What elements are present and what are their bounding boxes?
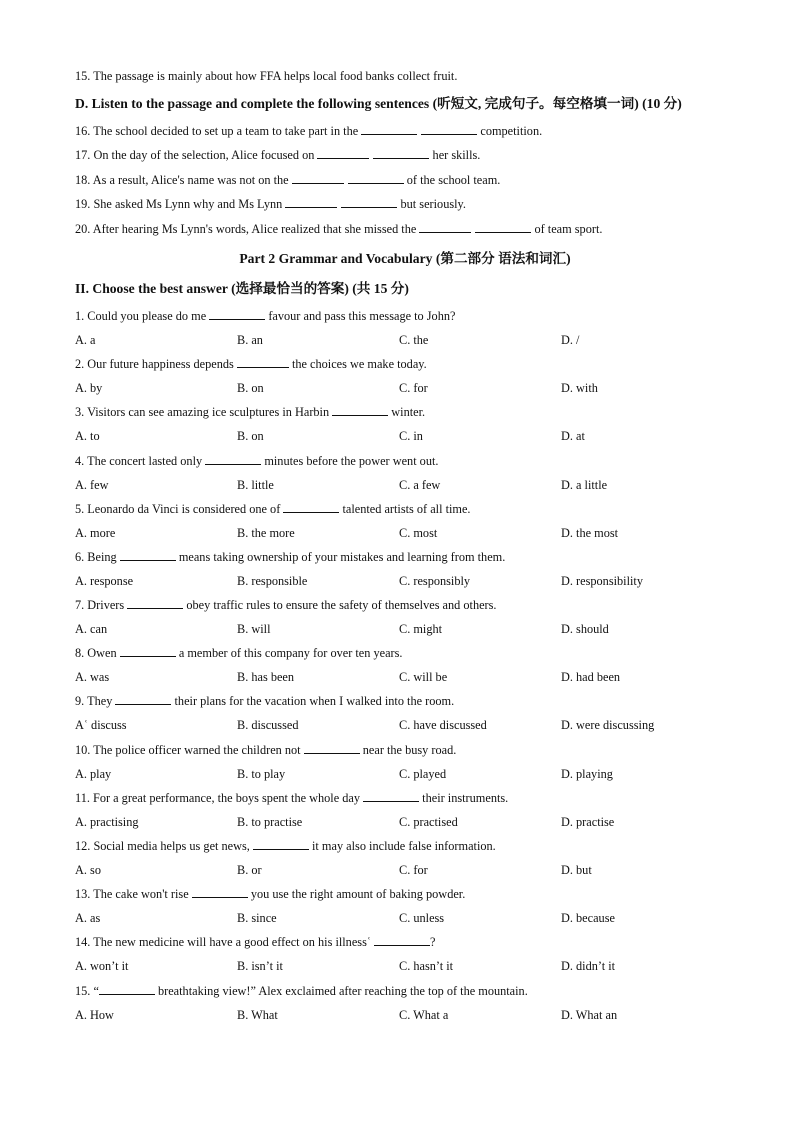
- answer-blank[interactable]: [421, 123, 477, 135]
- option-d[interactable]: D. because: [561, 911, 615, 926]
- option-c[interactable]: C. in: [399, 429, 423, 444]
- option-b[interactable]: B. isn’t it: [237, 959, 283, 974]
- option-b[interactable]: B. discussed: [237, 718, 299, 733]
- answer-blank[interactable]: [419, 221, 471, 233]
- question-item: [75, 453, 735, 501]
- question-stem: 10. The police officer warned the children not near the busy road.: [75, 742, 457, 757]
- multiple-choice-list: [75, 308, 735, 1031]
- question-item: [75, 645, 735, 693]
- question-item: [75, 308, 735, 356]
- question-stem: 11. For a great performance, the boys spent the whole day their instruments.: [75, 790, 509, 805]
- answer-blank[interactable]: [348, 172, 404, 184]
- question-item: [75, 742, 735, 790]
- question-stem: 7. Drivers obey traffic rules to ensure the safety of themselves and others.: [75, 598, 497, 613]
- question-item: [75, 886, 735, 934]
- question-stem: 1. Could you please do me favour and pass this message to John?: [75, 308, 456, 323]
- option-c[interactable]: C. unless: [399, 911, 445, 926]
- option-a[interactable]: A. response: [75, 573, 134, 588]
- listening-item: 18. As a result, Alice's name was not on the of the school team.: [75, 172, 501, 187]
- option-c[interactable]: C. responsibly: [399, 573, 471, 588]
- option-c[interactable]: C. have discussed: [399, 718, 487, 733]
- options-row: [75, 621, 735, 637]
- answer-blank[interactable]: [283, 501, 339, 513]
- question-item: [75, 838, 735, 886]
- option-b[interactable]: B. responsible: [237, 573, 308, 588]
- part-2-title: Part 2 Grammar and Vocabulary (第二部分 语法和词汇): [239, 250, 571, 266]
- option-c[interactable]: C. practised: [399, 814, 458, 829]
- answer-blank[interactable]: [374, 934, 430, 946]
- question-stem: 6. Being means taking ownership of your mistakes and learning from them.: [75, 549, 506, 564]
- option-a[interactable]: A. to: [75, 429, 100, 444]
- option-a[interactable]: A. so: [75, 863, 101, 878]
- option-c[interactable]: C. a few: [399, 477, 441, 492]
- option-c[interactable]: C. the: [399, 332, 429, 347]
- option-c[interactable]: C. will be: [399, 670, 448, 685]
- answer-blank[interactable]: [363, 790, 419, 802]
- option-c[interactable]: C. hasn’t it: [399, 959, 454, 974]
- option-d[interactable]: D. didn’t it: [561, 959, 616, 974]
- options-row: [75, 717, 735, 733]
- question-item: [75, 597, 735, 645]
- question-stem: 5. Leonardo da Vinci is considered one of talented artists of all time.: [75, 501, 471, 516]
- option-c[interactable]: C. played: [399, 766, 447, 781]
- answer-blank[interactable]: [332, 404, 388, 416]
- answer-blank[interactable]: [292, 172, 344, 184]
- options-row: [75, 1007, 735, 1023]
- options-row: [75, 669, 735, 685]
- option-c[interactable]: C. most: [399, 525, 438, 540]
- option-d[interactable]: D. were discussing: [561, 718, 655, 733]
- question-stem: 9. They their plans for the vacation when I walked into the room.: [75, 694, 455, 709]
- answer-blank[interactable]: [253, 838, 309, 850]
- option-a[interactable]: A. few: [75, 477, 109, 492]
- question-15-listening: 15. The passage is mainly about how FFA helps local food banks collect fruit.: [75, 69, 458, 83]
- option-b[interactable]: B. the more: [237, 525, 295, 540]
- answer-blank[interactable]: [115, 693, 171, 705]
- answer-blank[interactable]: [285, 196, 337, 208]
- answer-blank[interactable]: [127, 597, 183, 609]
- question-stem: 4. The concert lasted only minutes before the power went out.: [75, 453, 439, 468]
- option-d[interactable]: D. with: [561, 381, 598, 396]
- option-c[interactable]: C. What a: [399, 1007, 449, 1022]
- option-b[interactable]: B. What: [237, 1007, 278, 1022]
- answer-blank[interactable]: [120, 549, 176, 561]
- section-ii-heading: II. Choose the best answer (选择最恰当的答案) (共 15 分): [75, 280, 409, 296]
- option-b[interactable]: B. on: [237, 381, 264, 396]
- option-a[interactable]: A. can: [75, 622, 108, 637]
- option-b[interactable]: B. to play: [237, 766, 286, 781]
- options-row: [75, 573, 735, 589]
- option-b[interactable]: B. on: [237, 429, 264, 444]
- option-c[interactable]: C. for: [399, 381, 428, 396]
- answer-blank[interactable]: [475, 221, 531, 233]
- answer-blank[interactable]: [341, 196, 397, 208]
- option-b[interactable]: B. to practise: [237, 814, 303, 829]
- option-a[interactable]: A. practising: [75, 814, 139, 829]
- option-d[interactable]: D. practise: [561, 814, 615, 829]
- question-stem: 12. Social media helps us get news, it may also include false information.: [75, 839, 496, 854]
- question-stem: 13. The cake won't rise you use the right amount of baking powder.: [75, 887, 466, 902]
- option-c[interactable]: C. might: [399, 622, 443, 637]
- answer-blank[interactable]: [120, 645, 176, 657]
- answer-blank[interactable]: [192, 886, 248, 898]
- answer-blank[interactable]: [317, 147, 369, 159]
- option-a[interactable]: A. by: [75, 381, 103, 396]
- option-a[interactable]: A. a: [75, 332, 96, 347]
- question-stem: 3. Visitors can see amazing ice sculptures in Harbin winter.: [75, 405, 426, 420]
- options-row: [75, 428, 735, 444]
- answer-blank[interactable]: [205, 453, 261, 465]
- question-item: [75, 693, 735, 741]
- question-stem: 14. The new medicine will have a good effect on his illnessʿ ?: [75, 935, 436, 950]
- option-d[interactable]: D. a little: [561, 477, 608, 492]
- question-item: [75, 404, 735, 452]
- question-item: [75, 501, 735, 549]
- option-c[interactable]: C. for: [399, 863, 428, 878]
- options-row: [75, 766, 735, 782]
- section-d-heading: D. Listen to the passage and complete the following sentences (听短文, 完成句子。每空格填一词) (10 分): [75, 96, 682, 111]
- option-a[interactable]: A. as: [75, 911, 101, 926]
- listening-item: 17. On the day of the selection, Alice focused on her skills.: [75, 148, 481, 163]
- option-d[interactable]: D. responsibility: [561, 573, 643, 588]
- option-a[interactable]: A. was: [75, 670, 110, 685]
- listening-item: 20. After hearing Ms Lynn's words, Alice realized that she missed the of team sport.: [75, 221, 603, 236]
- options-row: [75, 958, 735, 974]
- option-d[interactable]: D. playing: [561, 766, 613, 781]
- option-a[interactable]: Aʿ discuss: [75, 718, 127, 733]
- question-stem: 2. Our future happiness depends the choices we make today.: [75, 357, 427, 372]
- answer-blank[interactable]: [304, 742, 360, 754]
- option-a[interactable]: A. How: [75, 1007, 114, 1022]
- option-d[interactable]: D. had been: [561, 670, 621, 685]
- option-d[interactable]: D. the most: [561, 525, 619, 540]
- option-d[interactable]: D. but: [561, 863, 592, 878]
- options-row: [75, 862, 735, 878]
- listening-item: 19. She asked Ms Lynn why and Ms Lynn but seriously.: [75, 197, 466, 212]
- question-item: [75, 790, 735, 838]
- option-b[interactable]: B. since: [237, 911, 277, 926]
- options-row: [75, 380, 735, 396]
- listening-item: 16. The school decided to set up a team to take part in the competition.: [75, 124, 543, 138]
- question-stem: 15. “ breathtaking view!” Alex exclaimed after reaching the top of the mountain.: [75, 983, 528, 998]
- option-d[interactable]: D. should: [561, 622, 609, 637]
- option-b[interactable]: B. or: [237, 863, 262, 878]
- answer-blank[interactable]: [361, 123, 417, 135]
- options-row: [75, 910, 735, 926]
- answer-blank[interactable]: [99, 983, 155, 995]
- listening-sentences: [75, 123, 735, 245]
- option-b[interactable]: B. will: [237, 622, 271, 637]
- question-item: [75, 934, 735, 982]
- options-row: [75, 477, 735, 493]
- exam-page: [75, 64, 735, 1031]
- option-a[interactable]: A. more: [75, 525, 116, 540]
- option-d[interactable]: D. at: [561, 429, 585, 444]
- option-d[interactable]: D. /: [561, 332, 580, 347]
- question-item: [75, 983, 735, 1031]
- option-a[interactable]: A. play: [75, 766, 112, 781]
- option-b[interactable]: B. has been: [237, 670, 295, 685]
- options-row: [75, 332, 735, 348]
- question-item: [75, 549, 735, 597]
- answer-blank[interactable]: [209, 308, 265, 320]
- options-row: [75, 525, 735, 541]
- answer-blank[interactable]: [237, 356, 289, 368]
- option-b[interactable]: B. little: [237, 477, 274, 492]
- question-item: [75, 356, 735, 404]
- question-stem: 8. Owen a member of this company for over ten years.: [75, 646, 403, 661]
- option-d[interactable]: D. What an: [561, 1007, 618, 1022]
- option-b[interactable]: B. an: [237, 332, 263, 347]
- options-row: [75, 814, 735, 830]
- option-a[interactable]: A. won’t it: [75, 959, 129, 974]
- answer-blank[interactable]: [373, 147, 429, 159]
